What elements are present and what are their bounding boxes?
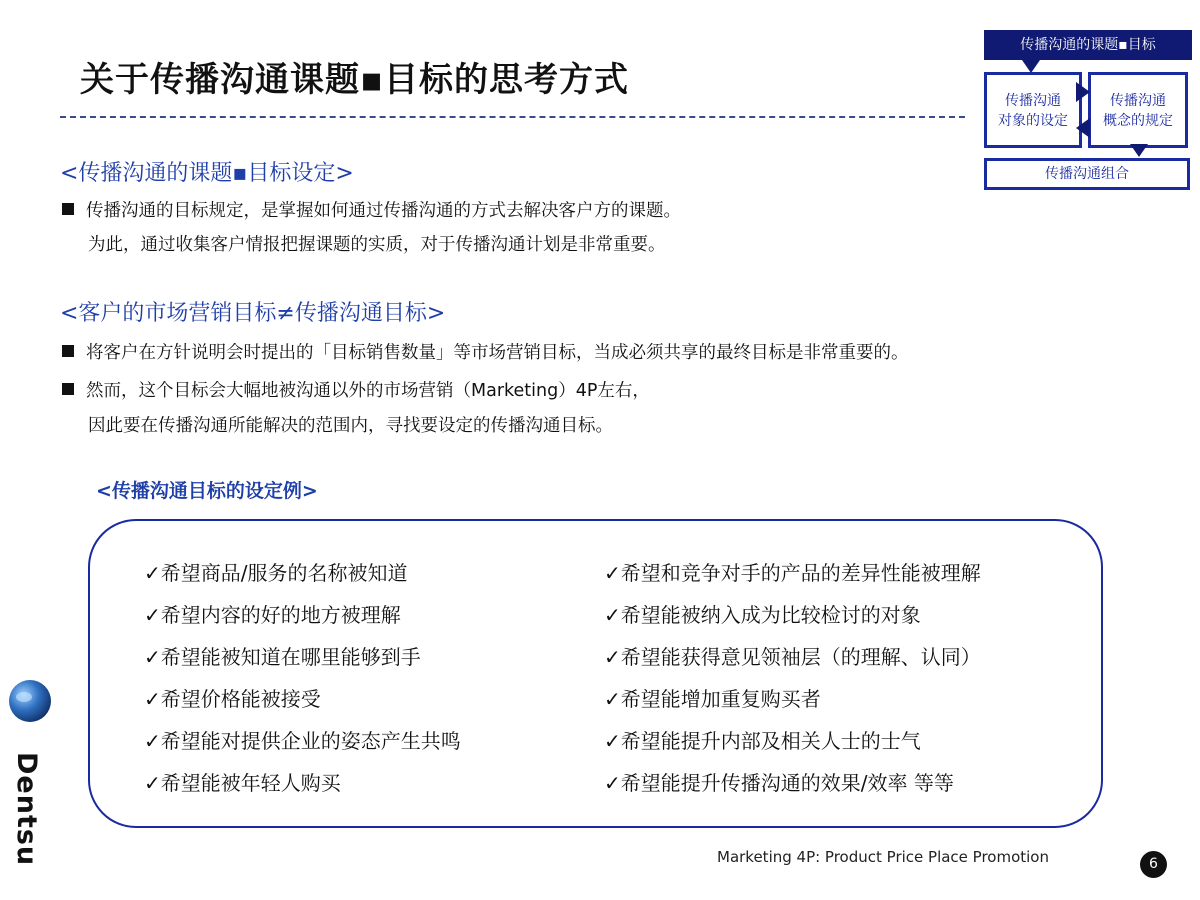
flow-right-box xyxy=(1088,72,1188,148)
arrow-left-icon xyxy=(1076,118,1090,138)
example-item: ✓希望商品/服务的名称被知道 xyxy=(144,561,408,585)
bullet-square-icon xyxy=(62,383,74,395)
bullet-text: 传播沟通的目标规定，是掌握如何通过传播沟通的方式去解决客户方的课题。 xyxy=(86,201,681,221)
bullet-text: 将客户在方针说明会时提出的「目标销售数量」等市场营销目标，当成必须共享的最终目标是非常重要的。 xyxy=(86,343,909,363)
page-number: 6 xyxy=(1140,851,1167,878)
example-item: ✓希望和竞争对手的产品的差异性能被理解 xyxy=(604,561,981,585)
example-item: ✓希望能被纳入成为比较检讨的对象 xyxy=(604,603,921,627)
example-item: ✓希望能获得意见领袖层（的理解、认同） xyxy=(604,645,981,669)
flow-right-line1: 传播沟通 xyxy=(1110,93,1166,109)
flow-left-box xyxy=(984,72,1082,148)
flow-left-line1: 传播沟通 xyxy=(1005,93,1061,109)
section2-bullet2 xyxy=(62,377,650,402)
section2-heading: <客户的市场营销目标≠传播沟通目标> xyxy=(60,301,446,326)
arrow-right-icon xyxy=(1076,82,1090,102)
section1-bullet1 xyxy=(62,197,681,222)
section2-bullet1 xyxy=(62,339,909,364)
example-item: ✓希望能被年轻人购买 xyxy=(144,771,341,795)
example-item: ✓希望能被知道在哪里能够到手 xyxy=(144,645,421,669)
examples-heading: <传播沟通目标的设定例> xyxy=(96,480,318,502)
example-item: ✓希望价格能被接受 xyxy=(144,687,321,711)
section1-heading: <传播沟通的课题▪目标设定> xyxy=(60,161,354,186)
section2-bullet2-cont: 因此要在传播沟通所能解决的范围内，寻找要设定的传播沟通目标。 xyxy=(88,416,613,436)
flow-bottom-label: 传播沟通组合 xyxy=(984,158,1190,190)
title-divider xyxy=(60,116,965,118)
flow-right-line2: 概念的规定 xyxy=(1103,113,1173,129)
example-item: ✓希望能提升传播沟通的效果/效率 等等 xyxy=(604,771,954,795)
bullet-square-icon xyxy=(62,345,74,357)
example-item: ✓希望能提升内部及相关人士的士气 xyxy=(604,729,921,753)
footnote: Marketing 4P: Product Price Place Promotion xyxy=(717,848,1049,866)
example-item: ✓希望内容的好的地方被理解 xyxy=(144,603,401,627)
section1-bullet1-cont: 为此，通过收集客户情报把握课题的实质，对于传播沟通计划是非常重要。 xyxy=(88,235,666,255)
globe-highlight xyxy=(16,692,32,702)
flow-left-line2: 对象的设定 xyxy=(998,113,1068,129)
arrow-down-icon xyxy=(1130,144,1148,157)
page-title: 关于传播沟通课题▪目标的思考方式 xyxy=(80,60,630,100)
dentsu-logo: Dentsu xyxy=(11,752,42,867)
example-item: ✓希望能增加重复购买者 xyxy=(604,687,821,711)
example-item: ✓希望能对提供企业的姿态产生共鸣 xyxy=(144,729,461,753)
flow-top-label: 传播沟通的课题▪目标 xyxy=(984,30,1192,60)
bullet-square-icon xyxy=(62,203,74,215)
flow-diagram xyxy=(980,30,1192,194)
globe-logo-icon xyxy=(9,680,51,722)
bullet-text: 然而，这个目标会大幅地被沟通以外的市场营销（Marketing）4P左右， xyxy=(86,381,650,401)
